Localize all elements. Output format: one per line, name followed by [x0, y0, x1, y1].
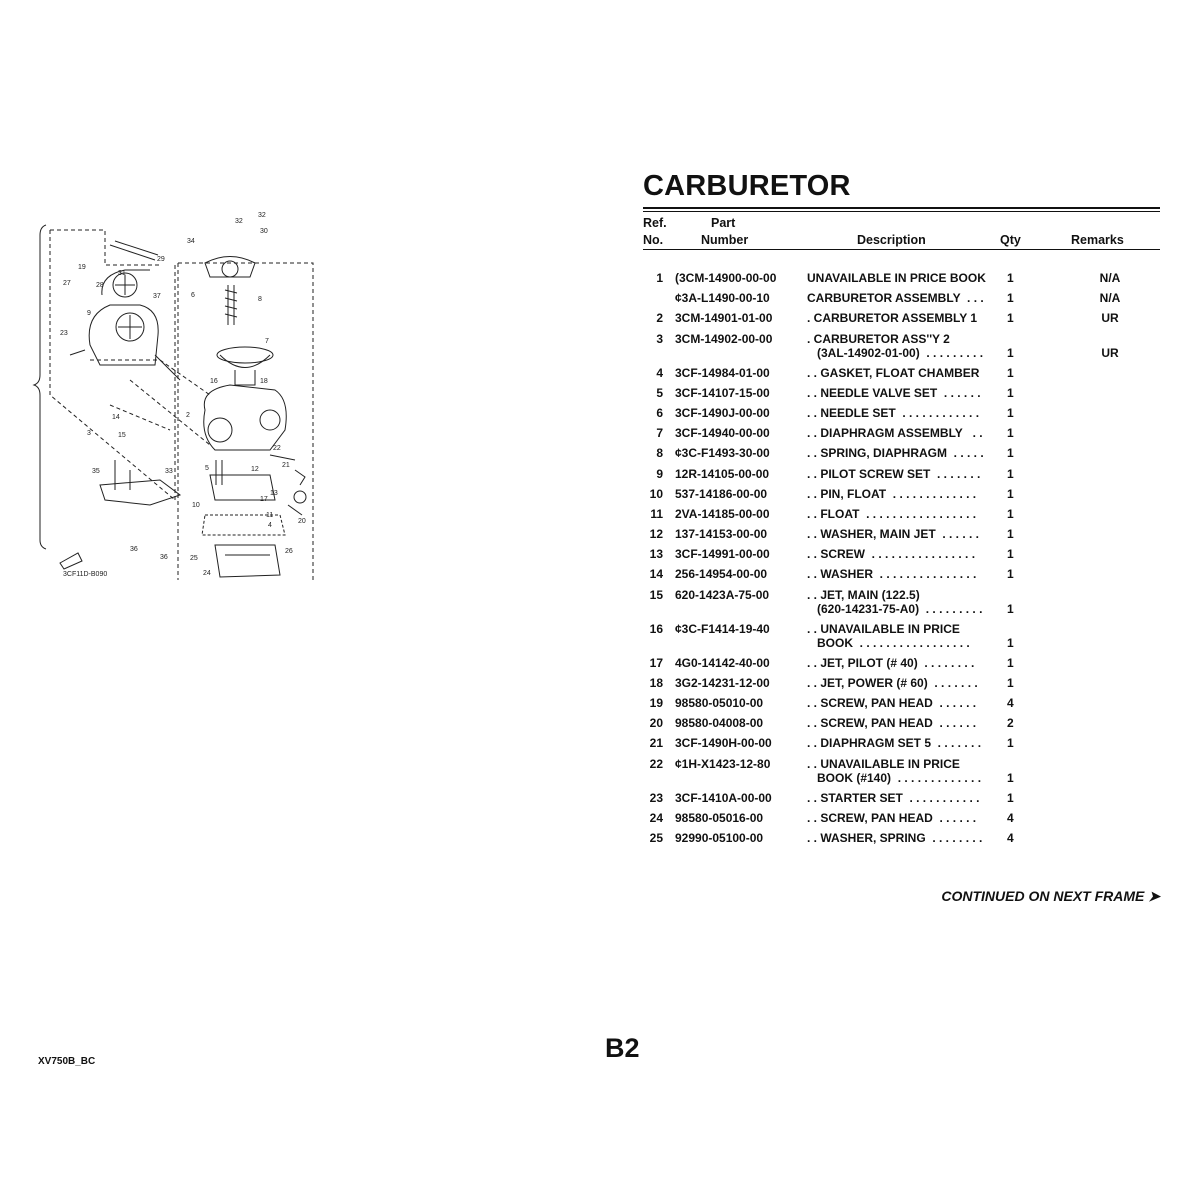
qty-cell: 1 — [1007, 446, 1014, 461]
svg-text:23: 23 — [60, 330, 68, 337]
table-row — [643, 487, 1160, 507]
qty-cell: 1 — [1007, 291, 1014, 306]
ref-cell: 1 — [656, 271, 663, 285]
qty-cell: 1 — [1007, 770, 1014, 785]
qty-cell: 1 — [1007, 405, 1014, 420]
qty-cell: 1 — [1007, 345, 1014, 360]
svg-text:6: 6 — [191, 292, 195, 299]
svg-text:10: 10 — [192, 502, 200, 509]
table-row — [643, 588, 1160, 622]
description-cell: . . JET, PILOT (# 40) . . . . . . . . — [807, 655, 975, 670]
carburetor-exploded-diagram — [30, 205, 330, 585]
ref-cell: 25 — [649, 830, 663, 845]
qty-cell: 1 — [1007, 736, 1014, 751]
ref-cell: 18 — [649, 675, 663, 690]
part-number-cell: 98580-05016-00 — [675, 810, 764, 825]
description-cell-line2: BOOK (#140) . . . . . . . . . . . . . — [807, 770, 982, 785]
ref-cell: 13 — [649, 547, 663, 562]
remarks-cell: UR — [1101, 311, 1119, 326]
svg-text:36: 36 — [160, 554, 168, 561]
ref-cell: 24 — [649, 810, 663, 825]
qty-cell: 2 — [1007, 716, 1014, 731]
svg-text:28: 28 — [96, 282, 104, 289]
description-cell: . . SCREW, PAN HEAD . . . . . . — [807, 716, 977, 731]
ref-cell: 7 — [656, 426, 663, 441]
table-row — [643, 547, 1160, 567]
svg-text:4: 4 — [268, 522, 272, 529]
table-row — [643, 366, 1160, 386]
qty-cell: 1 — [1007, 466, 1014, 481]
table-row — [643, 696, 1160, 716]
ref-cell: 11 — [650, 506, 663, 521]
continued-note: CONTINUED ON NEXT FRAME ➤ — [941, 888, 1160, 904]
svg-text:29: 29 — [157, 256, 165, 263]
svg-text:20: 20 — [298, 518, 306, 525]
table-row — [643, 676, 1160, 696]
svg-text:34: 34 — [187, 238, 195, 245]
description-cell: . . DIAPHRAGM SET 5 . . . . . . . — [807, 736, 982, 751]
part-number-cell: 537-14186-00-00 — [675, 486, 768, 501]
part-number-cell: (3CM-14900-00-00 — [675, 271, 777, 285]
svg-text:18: 18 — [260, 378, 268, 385]
description-cell: . . NEEDLE SET . . . . . . . . . . . . — [807, 405, 980, 420]
header-part-1: Part — [711, 216, 736, 230]
part-number-cell: ¢3A-L1490-00-10 — [675, 291, 770, 306]
svg-text:21: 21 — [282, 462, 290, 469]
qty-cell: 1 — [1007, 601, 1014, 616]
description-cell: . . PIN, FLOAT . . . . . . . . . . . . . — [807, 486, 977, 501]
ref-cell: 4 — [656, 365, 663, 380]
qty-cell: 4 — [1007, 696, 1014, 710]
svg-text:3CF11D-B090: 3CF11D-B090 — [63, 571, 108, 578]
table-row — [643, 791, 1160, 811]
svg-text:19: 19 — [78, 264, 86, 271]
table-row — [643, 332, 1160, 366]
qty-cell: 1 — [1007, 271, 1014, 285]
ref-cell: 9 — [656, 466, 663, 481]
table-row — [643, 831, 1160, 851]
ref-cell: 2 — [656, 311, 663, 326]
table-row — [643, 271, 1160, 291]
part-number-cell: 620-1423A-75-00 — [675, 587, 770, 602]
ref-cell: 8 — [656, 446, 663, 461]
table-row — [643, 716, 1160, 736]
ref-cell: 17 — [649, 655, 663, 670]
description-cell: . . DIAPHRAGM ASSEMBLY . . — [807, 426, 983, 441]
qty-cell: 1 — [1007, 635, 1014, 650]
svg-text:2: 2 — [186, 412, 190, 419]
ref-cell: 10 — [649, 486, 663, 501]
svg-text:26: 26 — [285, 548, 293, 555]
qty-cell: 1 — [1007, 790, 1014, 805]
svg-text:35: 35 — [92, 468, 100, 475]
part-number-cell: 3CF-14940-00-00 — [675, 426, 770, 441]
qty-cell: 1 — [1007, 675, 1014, 690]
svg-text:13: 13 — [270, 490, 278, 497]
description-cell: . . WASHER . . . . . . . . . . . . . . . — [807, 567, 977, 582]
part-number-cell: 256-14954-00-00 — [675, 567, 768, 582]
svg-text:32: 32 — [235, 218, 243, 225]
header-qty: Qty — [1000, 233, 1021, 247]
svg-text:30: 30 — [260, 228, 268, 235]
svg-text:17: 17 — [260, 496, 268, 503]
header-rule — [643, 249, 1160, 250]
description-cell: . . JET, MAIN (122.5) — [807, 587, 920, 602]
svg-text:9: 9 — [87, 310, 91, 317]
qty-cell: 4 — [1007, 830, 1014, 845]
table-row — [643, 656, 1160, 676]
svg-text:31: 31 — [118, 270, 126, 277]
description-cell: . . NEEDLE VALVE SET . . . . . . — [807, 385, 981, 400]
description-cell: . . FLOAT . . . . . . . . . . . . . . . . . — [807, 506, 977, 521]
description-cell: . CARBURETOR ASS''Y 2 — [807, 331, 950, 346]
svg-text:5: 5 — [205, 465, 209, 472]
page-title: CARBURETOR — [643, 170, 851, 202]
header-ref-2: No. — [643, 233, 664, 247]
part-number-cell: 3CF-1410A-00-00 — [675, 790, 772, 805]
ref-cell: 3 — [656, 331, 663, 346]
svg-text:25: 25 — [190, 555, 198, 562]
table-row — [643, 567, 1160, 587]
qty-cell: 1 — [1007, 365, 1014, 380]
table-row — [643, 426, 1160, 446]
description-cell: UNAVAILABLE IN PRICE BOOK — [807, 271, 986, 285]
part-number-cell: 3CF-1490H-00-00 — [675, 736, 772, 751]
title-rule — [643, 207, 1160, 209]
table-row — [643, 446, 1160, 466]
description-cell: . . SCREW, PAN HEAD . . . . . . — [807, 810, 977, 825]
ref-cell: 22 — [649, 756, 663, 771]
part-number-cell: 12R-14105-00-00 — [675, 466, 770, 481]
part-number-cell: 3CF-1490J-00-00 — [675, 405, 770, 420]
qty-cell: 1 — [1007, 311, 1014, 326]
svg-text:8: 8 — [258, 296, 262, 303]
table-row — [643, 386, 1160, 406]
part-number-cell: 3CF-14984-01-00 — [675, 365, 770, 380]
part-number-cell: 137-14153-00-00 — [675, 527, 768, 542]
header-description: Description — [857, 233, 926, 247]
table-row — [643, 291, 1160, 311]
part-number-cell: 98580-04008-00 — [675, 716, 764, 731]
ref-cell: 14 — [649, 567, 663, 582]
ref-cell: 21 — [649, 736, 663, 751]
description-cell: . . SPRING, DIAPHRAGM . . . . . — [807, 446, 984, 461]
svg-text:7: 7 — [265, 338, 269, 345]
qty-cell: 1 — [1007, 506, 1014, 521]
ref-cell: 20 — [649, 716, 663, 731]
part-number-cell: 98580-05010-00 — [675, 696, 764, 710]
header-remarks: Remarks — [1071, 233, 1124, 247]
description-cell: . . UNAVAILABLE IN PRICE — [807, 756, 960, 771]
description-cell: . . WASHER, MAIN JET . . . . . . — [807, 527, 980, 542]
part-number-cell: ¢1H-X1423-12-80 — [675, 756, 771, 771]
qty-cell: 1 — [1007, 486, 1014, 501]
ref-cell: 19 — [649, 696, 663, 710]
part-number-cell: 92990-05100-00 — [675, 830, 764, 845]
svg-text:33: 33 — [165, 468, 173, 475]
svg-text:24: 24 — [203, 570, 211, 577]
qty-cell: 1 — [1007, 385, 1014, 400]
part-number-cell: 3CF-14991-00-00 — [675, 547, 770, 562]
ref-cell: 16 — [649, 621, 663, 636]
table-row — [643, 811, 1160, 831]
description-cell: . . GASKET, FLOAT CHAMBER — [807, 365, 980, 380]
ref-cell: 23 — [649, 790, 663, 805]
part-number-cell: ¢3C-F1414-19-40 — [675, 621, 770, 636]
qty-cell: 1 — [1007, 527, 1014, 542]
parts-table — [643, 271, 1160, 851]
remarks-cell: UR — [1101, 345, 1119, 360]
header-part-2: Number — [701, 233, 749, 247]
part-number-cell: 4G0-14142-40-00 — [675, 655, 770, 670]
table-row — [643, 736, 1160, 756]
description-cell: . . SCREW, PAN HEAD . . . . . . — [807, 696, 977, 710]
remarks-cell: N/A — [1099, 291, 1121, 306]
description-cell: . . UNAVAILABLE IN PRICE — [807, 621, 960, 636]
model-code: XV750B_BC — [38, 1056, 96, 1067]
qty-cell: 1 — [1007, 426, 1014, 441]
table-row — [643, 757, 1160, 791]
table-row — [643, 467, 1160, 487]
description-cell: . . JET, POWER (# 60) . . . . . . . — [807, 675, 978, 690]
header-ref-1: Ref. — [643, 216, 667, 230]
description-cell: . CARBURETOR ASSEMBLY 1 — [807, 311, 978, 326]
svg-text:16: 16 — [210, 378, 218, 385]
description-cell: . . STARTER SET . . . . . . . . . . . — [807, 790, 980, 805]
page-number: B2 — [605, 1033, 640, 1063]
description-cell-line2: BOOK . . . . . . . . . . . . . . . . . — [807, 635, 970, 650]
title-rule-thin — [643, 211, 1160, 212]
description-cell: . . WASHER, SPRING . . . . . . . . — [807, 830, 983, 845]
table-row — [643, 311, 1160, 331]
description-cell-line2: (620-14231-75-A0) . . . . . . . . . — [807, 601, 983, 616]
ref-cell: 5 — [656, 385, 663, 400]
description-cell: . . SCREW . . . . . . . . . . . . . . . . — [807, 547, 976, 562]
ref-cell: 15 — [649, 587, 663, 602]
qty-cell: 1 — [1007, 547, 1014, 562]
qty-cell: 1 — [1007, 655, 1014, 670]
description-cell: . . PILOT SCREW SET . . . . . . . — [807, 466, 981, 481]
svg-text:37: 37 — [153, 293, 161, 300]
ref-cell: 6 — [656, 405, 663, 420]
part-number-cell: 3CM-14902-00-00 — [675, 331, 773, 346]
table-row — [643, 622, 1160, 656]
svg-text:27: 27 — [63, 280, 71, 287]
table-row — [643, 406, 1160, 426]
ref-cell: 12 — [649, 527, 663, 542]
svg-text:12: 12 — [251, 466, 259, 473]
qty-cell: 4 — [1007, 810, 1014, 825]
part-number-cell: 3CF-14107-15-00 — [675, 385, 770, 400]
part-number-cell: 3G2-14231-12-00 — [675, 675, 770, 690]
description-cell-line2: (3AL-14902-01-00) . . . . . . . . . — [807, 345, 984, 360]
part-number-cell: 3CM-14901-01-00 — [675, 311, 773, 326]
description-cell: CARBURETOR ASSEMBLY . . . — [807, 291, 984, 306]
table-row — [643, 527, 1160, 547]
svg-text:3: 3 — [87, 430, 91, 437]
part-number-cell: ¢3C-F1493-30-00 — [675, 446, 770, 461]
svg-text:32: 32 — [258, 212, 266, 219]
table-row — [643, 507, 1160, 527]
svg-text:14: 14 — [112, 414, 120, 421]
part-number-cell: 2VA-14185-00-00 — [675, 506, 770, 521]
svg-text:22: 22 — [273, 445, 281, 452]
remarks-cell: N/A — [1099, 271, 1121, 285]
qty-cell: 1 — [1007, 567, 1014, 582]
svg-text:36: 36 — [130, 546, 138, 553]
svg-text:15: 15 — [118, 432, 126, 439]
svg-text:11: 11 — [266, 512, 274, 519]
